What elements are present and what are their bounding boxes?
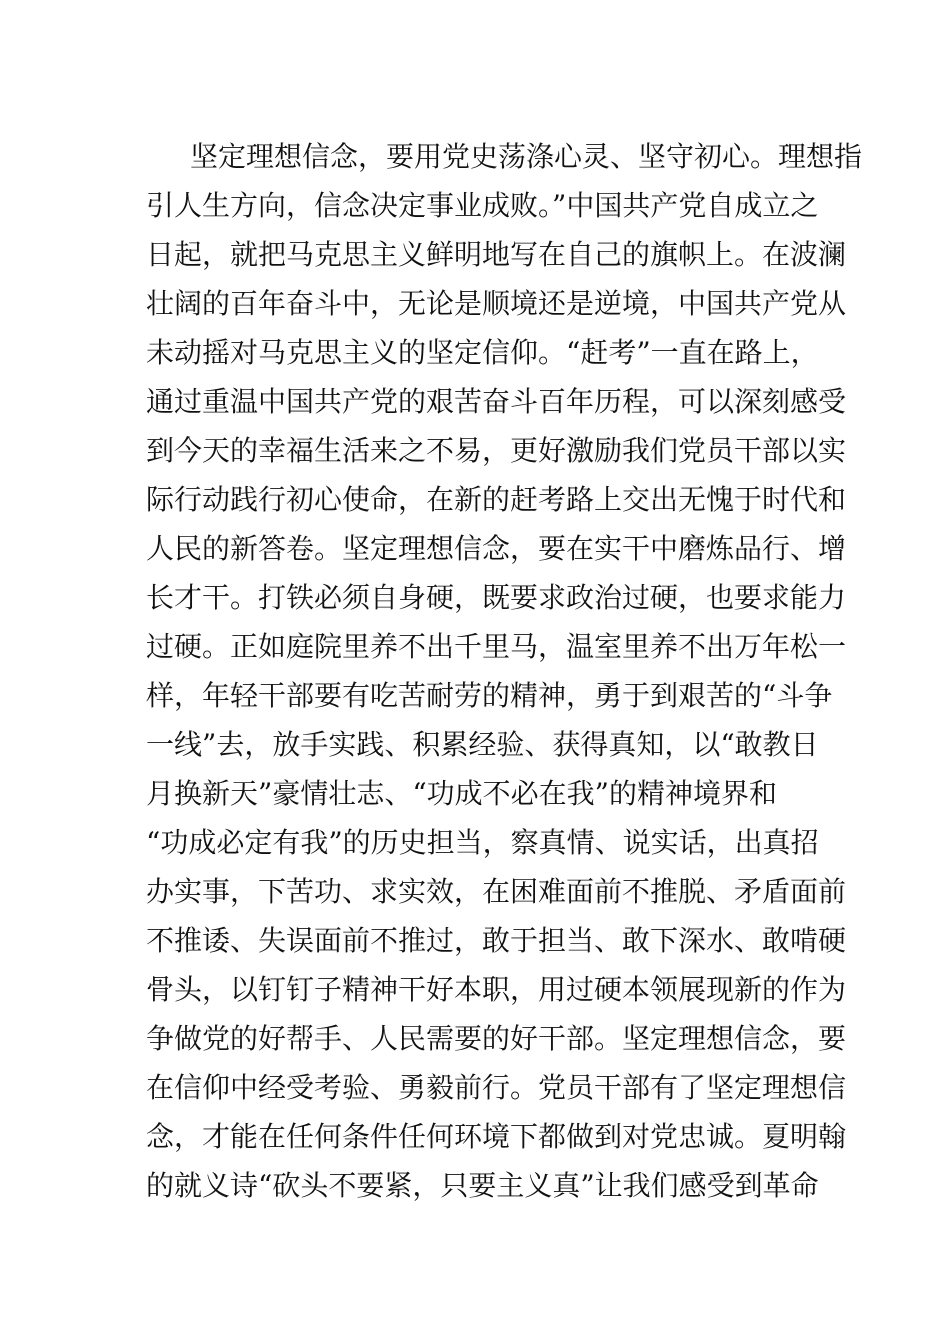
text-line: 坚定理想信念，要用党史荡涤心灵、坚守初心。理想指 bbox=[190, 140, 863, 173]
text-line: 不推诿、失误面前不推过，敢于担当、敢下深水、敢啃硬 bbox=[146, 924, 847, 957]
text-line: 人民的新答卷。坚定理想信念，要在实干中磨炼品行、增 bbox=[146, 532, 847, 565]
text-line: 到今天的幸福生活来之不易，更好激励我们党员干部以实 bbox=[146, 434, 847, 467]
text-line: 念，才能在任何条件任何环境下都做到对党忠诚。夏明翰 bbox=[146, 1120, 847, 1153]
text-line: 的就义诗“砍头不要紧，只要主义真”让我们感受到革命 bbox=[146, 1169, 819, 1202]
text-line: 月换新天”豪情壮志、“功成不必在我”的精神境界和 bbox=[146, 777, 777, 810]
text-line: 过硬。正如庭院里养不出千里马，温室里养不出万年松一 bbox=[146, 630, 847, 663]
text-line: 办实事，下苦功、求实效，在困难面前不推脱、矛盾面前 bbox=[146, 875, 847, 908]
text-line: 壮阔的百年奋斗中，无论是顺境还是逆境，中国共产党从 bbox=[146, 287, 847, 320]
text-line: 争做党的好帮手、人民需要的好干部。坚定理想信念，要 bbox=[146, 1022, 847, 1055]
text-line: 未动摇对马克思主义的坚定信仰。“赶考”一直在路上， bbox=[146, 336, 819, 369]
text-line: 样，年轻干部要有吃苦耐劳的精神，勇于到艰苦的“斗争 bbox=[146, 679, 833, 712]
text-line: 通过重温中国共产党的艰苦奋斗百年历程，可以深刻感受 bbox=[146, 385, 847, 418]
text-line: 日起，就把马克思主义鲜明地写在自己的旗帜上。在波澜 bbox=[146, 238, 847, 271]
text-line: 一线”去，放手实践、积累经验、获得真知，以“敢教日 bbox=[146, 728, 819, 761]
text-line: 在信仰中经受考验、勇毅前行。党员干部有了坚定理想信 bbox=[146, 1071, 847, 1104]
text-line: “功成必定有我”的历史担当，察真情、说实话，出真招 bbox=[146, 826, 819, 859]
text-line: 骨头，以钉钉子精神干好本职，用过硬本领展现新的作为 bbox=[146, 973, 847, 1006]
text-line: 长才干。打铁必须自身硬，既要求政治过硬，也要求能力 bbox=[146, 581, 847, 614]
text-line: 际行动践行初心使命，在新的赶考路上交出无愧于时代和 bbox=[146, 483, 847, 516]
text-line: 引人生方向，信念决定事业成败。”中国共产党自成立之 bbox=[146, 189, 819, 222]
body-paragraph bbox=[146, 132, 863, 1210]
